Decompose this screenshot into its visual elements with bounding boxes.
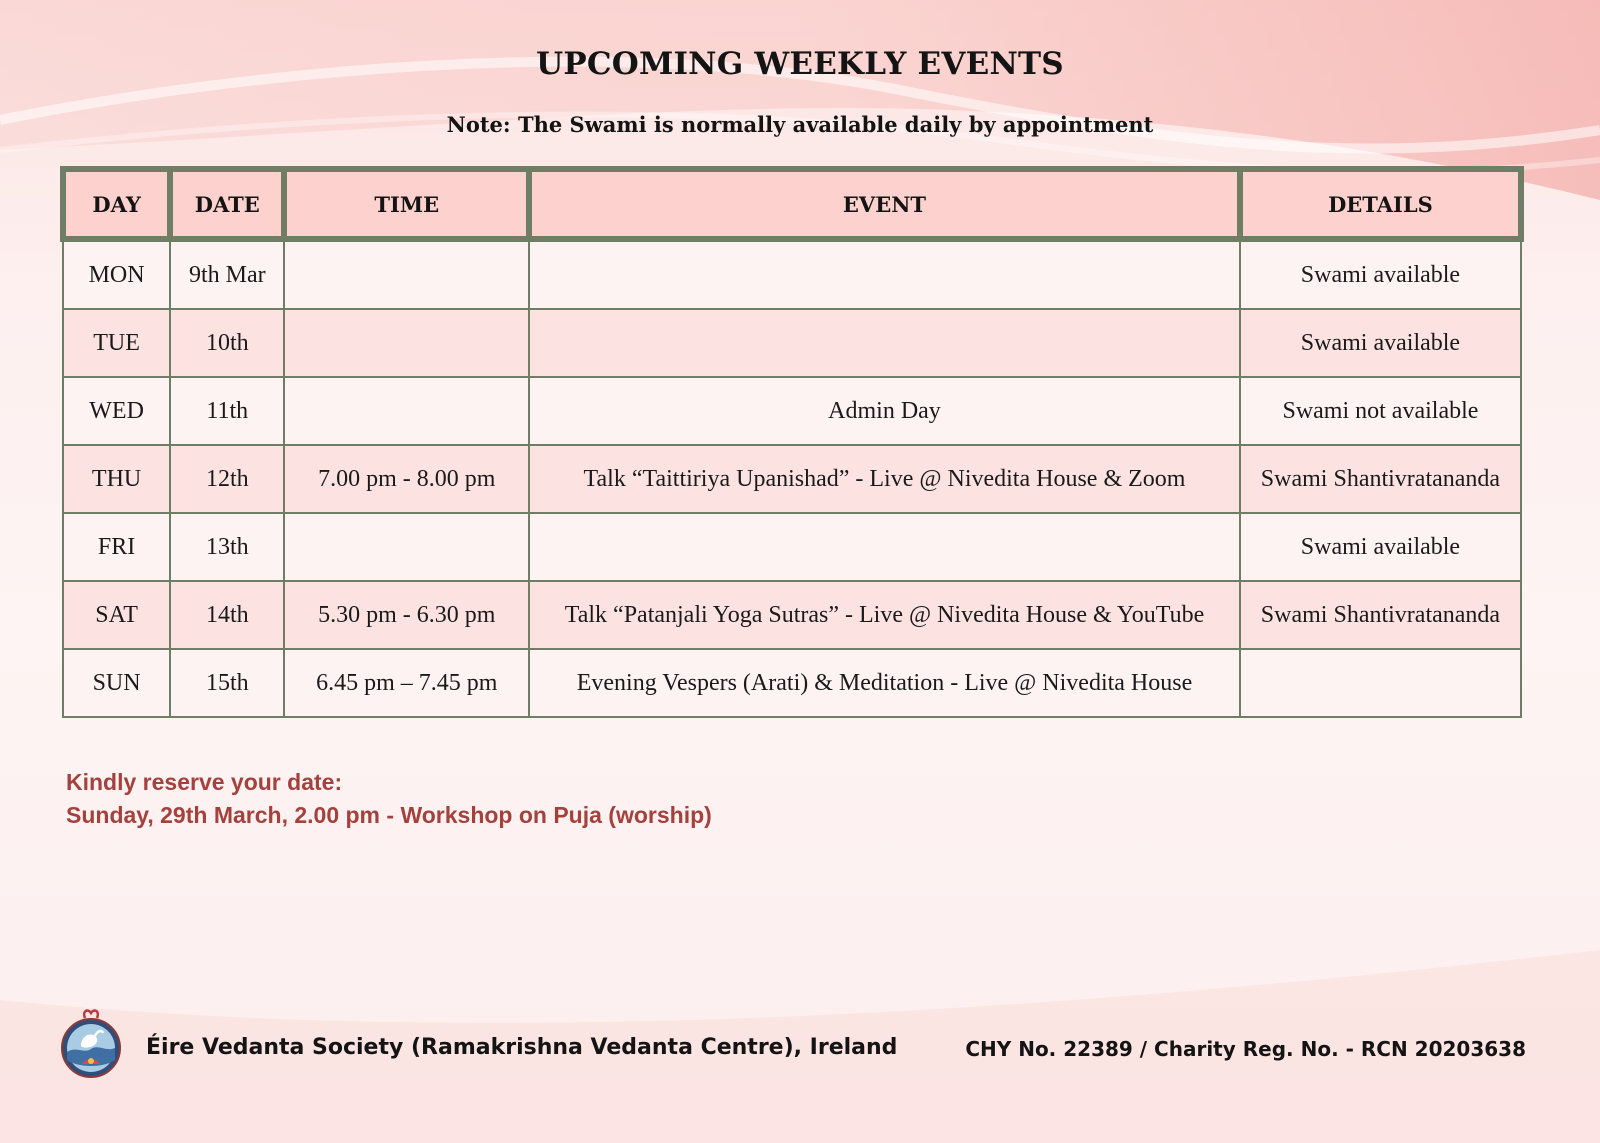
table-row <box>63 581 1521 649</box>
cell-date: 11th <box>170 377 284 445</box>
column-header-day: DAY <box>63 169 170 239</box>
charity-registration: CHY No. 22389 / Charity Reg. No. - RCN 20203638 <box>965 1037 1526 1061</box>
cell-time <box>284 513 529 581</box>
cell-event: Talk “Patanjali Yoga Sutras” - Live @ Nivedita House & YouTube <box>529 581 1240 649</box>
table-row <box>63 649 1521 717</box>
cell-details: Swami Shantivratananda <box>1240 445 1521 513</box>
cell-date: 9th Mar <box>170 239 284 309</box>
cell-time <box>284 377 529 445</box>
cell-event: Evening Vespers (Arati) & Meditation - Live @ Nivedita House <box>529 649 1240 717</box>
cell-details: Swami Shantivratananda <box>1240 581 1521 649</box>
column-header-event: EVENT <box>529 169 1240 239</box>
cell-day: FRI <box>63 513 170 581</box>
cell-date: 14th <box>170 581 284 649</box>
column-header-time: TIME <box>284 169 529 239</box>
page-title: UPCOMING WEEKLY EVENTS <box>536 46 1064 82</box>
table-row <box>63 377 1521 445</box>
vedanta-society-emblem-icon <box>60 1008 122 1082</box>
cell-day: THU <box>63 445 170 513</box>
cell-time: 7.00 pm - 8.00 pm <box>284 445 529 513</box>
table-row <box>63 445 1521 513</box>
cell-time <box>284 309 529 377</box>
cell-event: Talk “Taittiriya Upanishad” - Live @ Nivedita House & Zoom <box>529 445 1240 513</box>
reserve-workshop: Sunday, 29th March, 2.00 pm - Workshop on Puja (worship) <box>66 802 712 828</box>
table-row <box>63 239 1521 309</box>
weekly-events-table <box>60 166 1524 718</box>
cell-details: Swami available <box>1240 309 1521 377</box>
cell-details: Swami available <box>1240 239 1521 309</box>
cell-event <box>529 513 1240 581</box>
table-row <box>63 309 1521 377</box>
reserve-date-notice <box>66 766 712 832</box>
cell-event <box>529 239 1240 309</box>
cell-time: 6.45 pm – 7.45 pm <box>284 649 529 717</box>
cell-time: 5.30 pm - 6.30 pm <box>284 581 529 649</box>
cell-day: MON <box>63 239 170 309</box>
cell-time <box>284 239 529 309</box>
cell-event <box>529 309 1240 377</box>
cell-date: 12th <box>170 445 284 513</box>
column-header-details: DETAILS <box>1240 169 1521 239</box>
cell-event: Admin Day <box>529 377 1240 445</box>
table-header-row <box>63 169 1521 239</box>
cell-day: SAT <box>63 581 170 649</box>
cell-day: TUE <box>63 309 170 377</box>
cell-date: 15th <box>170 649 284 717</box>
cell-date: 10th <box>170 309 284 377</box>
cell-day: SUN <box>63 649 170 717</box>
reserve-heading: Kindly reserve your date: <box>66 769 343 795</box>
cell-date: 13th <box>170 513 284 581</box>
organization-name: Éire Vedanta Society (Ramakrishna Vedanta Centre), Ireland <box>146 1035 898 1060</box>
table-row <box>63 513 1521 581</box>
cell-day: WED <box>63 377 170 445</box>
cell-details: Swami available <box>1240 513 1521 581</box>
column-header-date: DATE <box>170 169 284 239</box>
cell-details <box>1240 649 1521 717</box>
cell-details: Swami not available <box>1240 377 1521 445</box>
availability-note: Note: The Swami is normally available daily by appointment <box>446 112 1154 137</box>
